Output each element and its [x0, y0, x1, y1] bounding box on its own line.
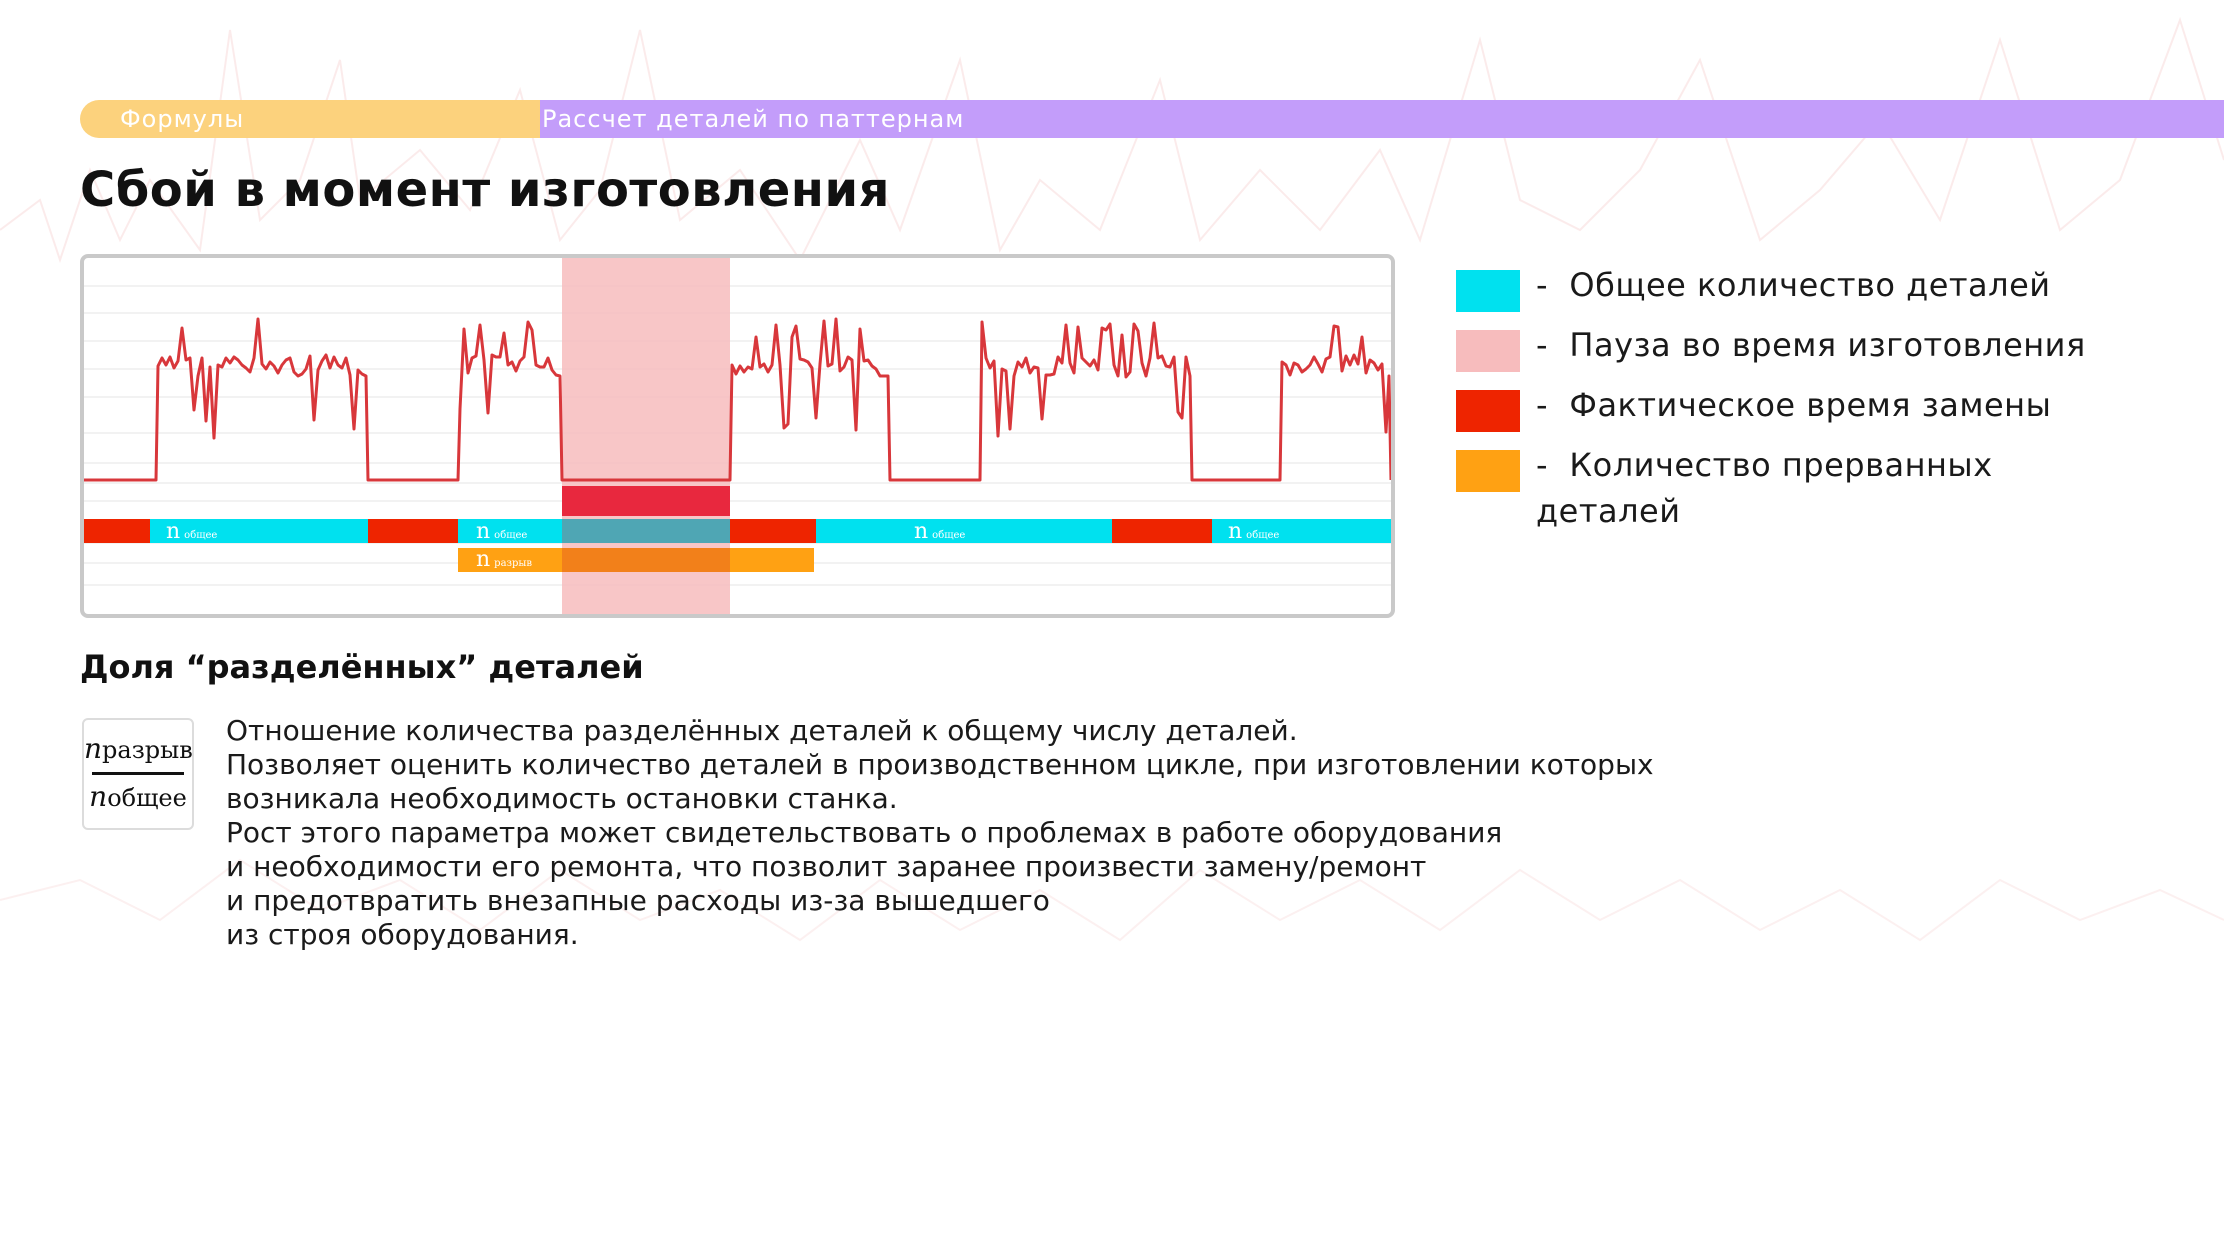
description-text: [226, 714, 1726, 952]
legend-text-broken: - Количество прерванных деталей: [1536, 446, 1993, 530]
replace-segment: [84, 519, 150, 543]
legend-swatch-broken: [1456, 450, 1520, 492]
formula-denominator: nобщее: [89, 780, 187, 813]
legend-swatch-total: [1456, 270, 1520, 312]
signal-line: [84, 319, 1391, 480]
total-parts-label: nобщее: [476, 519, 528, 544]
total-parts-track: [84, 519, 1391, 543]
ratio-formula: [82, 718, 194, 830]
replace-segment: [1112, 519, 1212, 543]
breadcrumb-section[interactable]: Формулы: [80, 100, 540, 138]
breadcrumb: [80, 100, 2224, 138]
description-line: из строя оборудования.: [226, 918, 579, 951]
actual-replace-block: [562, 486, 730, 516]
legend-swatch-replace: [1456, 390, 1520, 432]
pause-overlap-segment: [562, 519, 730, 543]
pattern-diagram: [80, 254, 1395, 618]
legend-text-total: - Общее количество деталей: [1536, 266, 2051, 304]
legend-text-replace: - Фактическое время замены: [1536, 386, 2052, 424]
legend-swatch-pause: [1456, 330, 1520, 372]
description-line: Отношение количества разделённых деталей к общему числу деталей.: [226, 714, 1298, 747]
breadcrumb-page[interactable]: Рассчет деталей по паттернам: [500, 100, 2224, 138]
broken-overlap-segment: [562, 548, 730, 572]
formula-fraction-bar: [92, 772, 184, 775]
description-line: Позволяет оценить количество деталей в производственном цикле, при изготовлении которых: [226, 748, 1654, 781]
page-title: Сбой в момент изготовления: [80, 162, 890, 218]
total-parts-label: nобщее: [1228, 519, 1280, 544]
pattern-diagram-svg: [84, 258, 1391, 614]
formula-numerator: nразрыв: [84, 732, 193, 765]
legend-text-pause: - Пауза во время изготовления: [1536, 326, 2086, 364]
description-line: Рост этого параметра может свидетельствовать о проблемах в работе оборудования: [226, 816, 1503, 849]
broken-parts-label: nразрыв: [476, 547, 532, 572]
description-line: и предотвратить внезапные расходы из-за вышедшего: [226, 884, 1050, 917]
total-parts-label: nобщее: [166, 519, 218, 544]
total-parts-label: nобщее: [914, 519, 966, 544]
description-line: возникала необходимость остановки станка.: [226, 782, 898, 815]
replace-segment: [730, 519, 816, 543]
replace-segment: [368, 519, 458, 543]
description-line: и необходимости его ремонта, что позволит заранее произвести замену/ремонт: [226, 850, 1427, 883]
section-subtitle: Доля “разделённых” деталей: [80, 648, 644, 686]
